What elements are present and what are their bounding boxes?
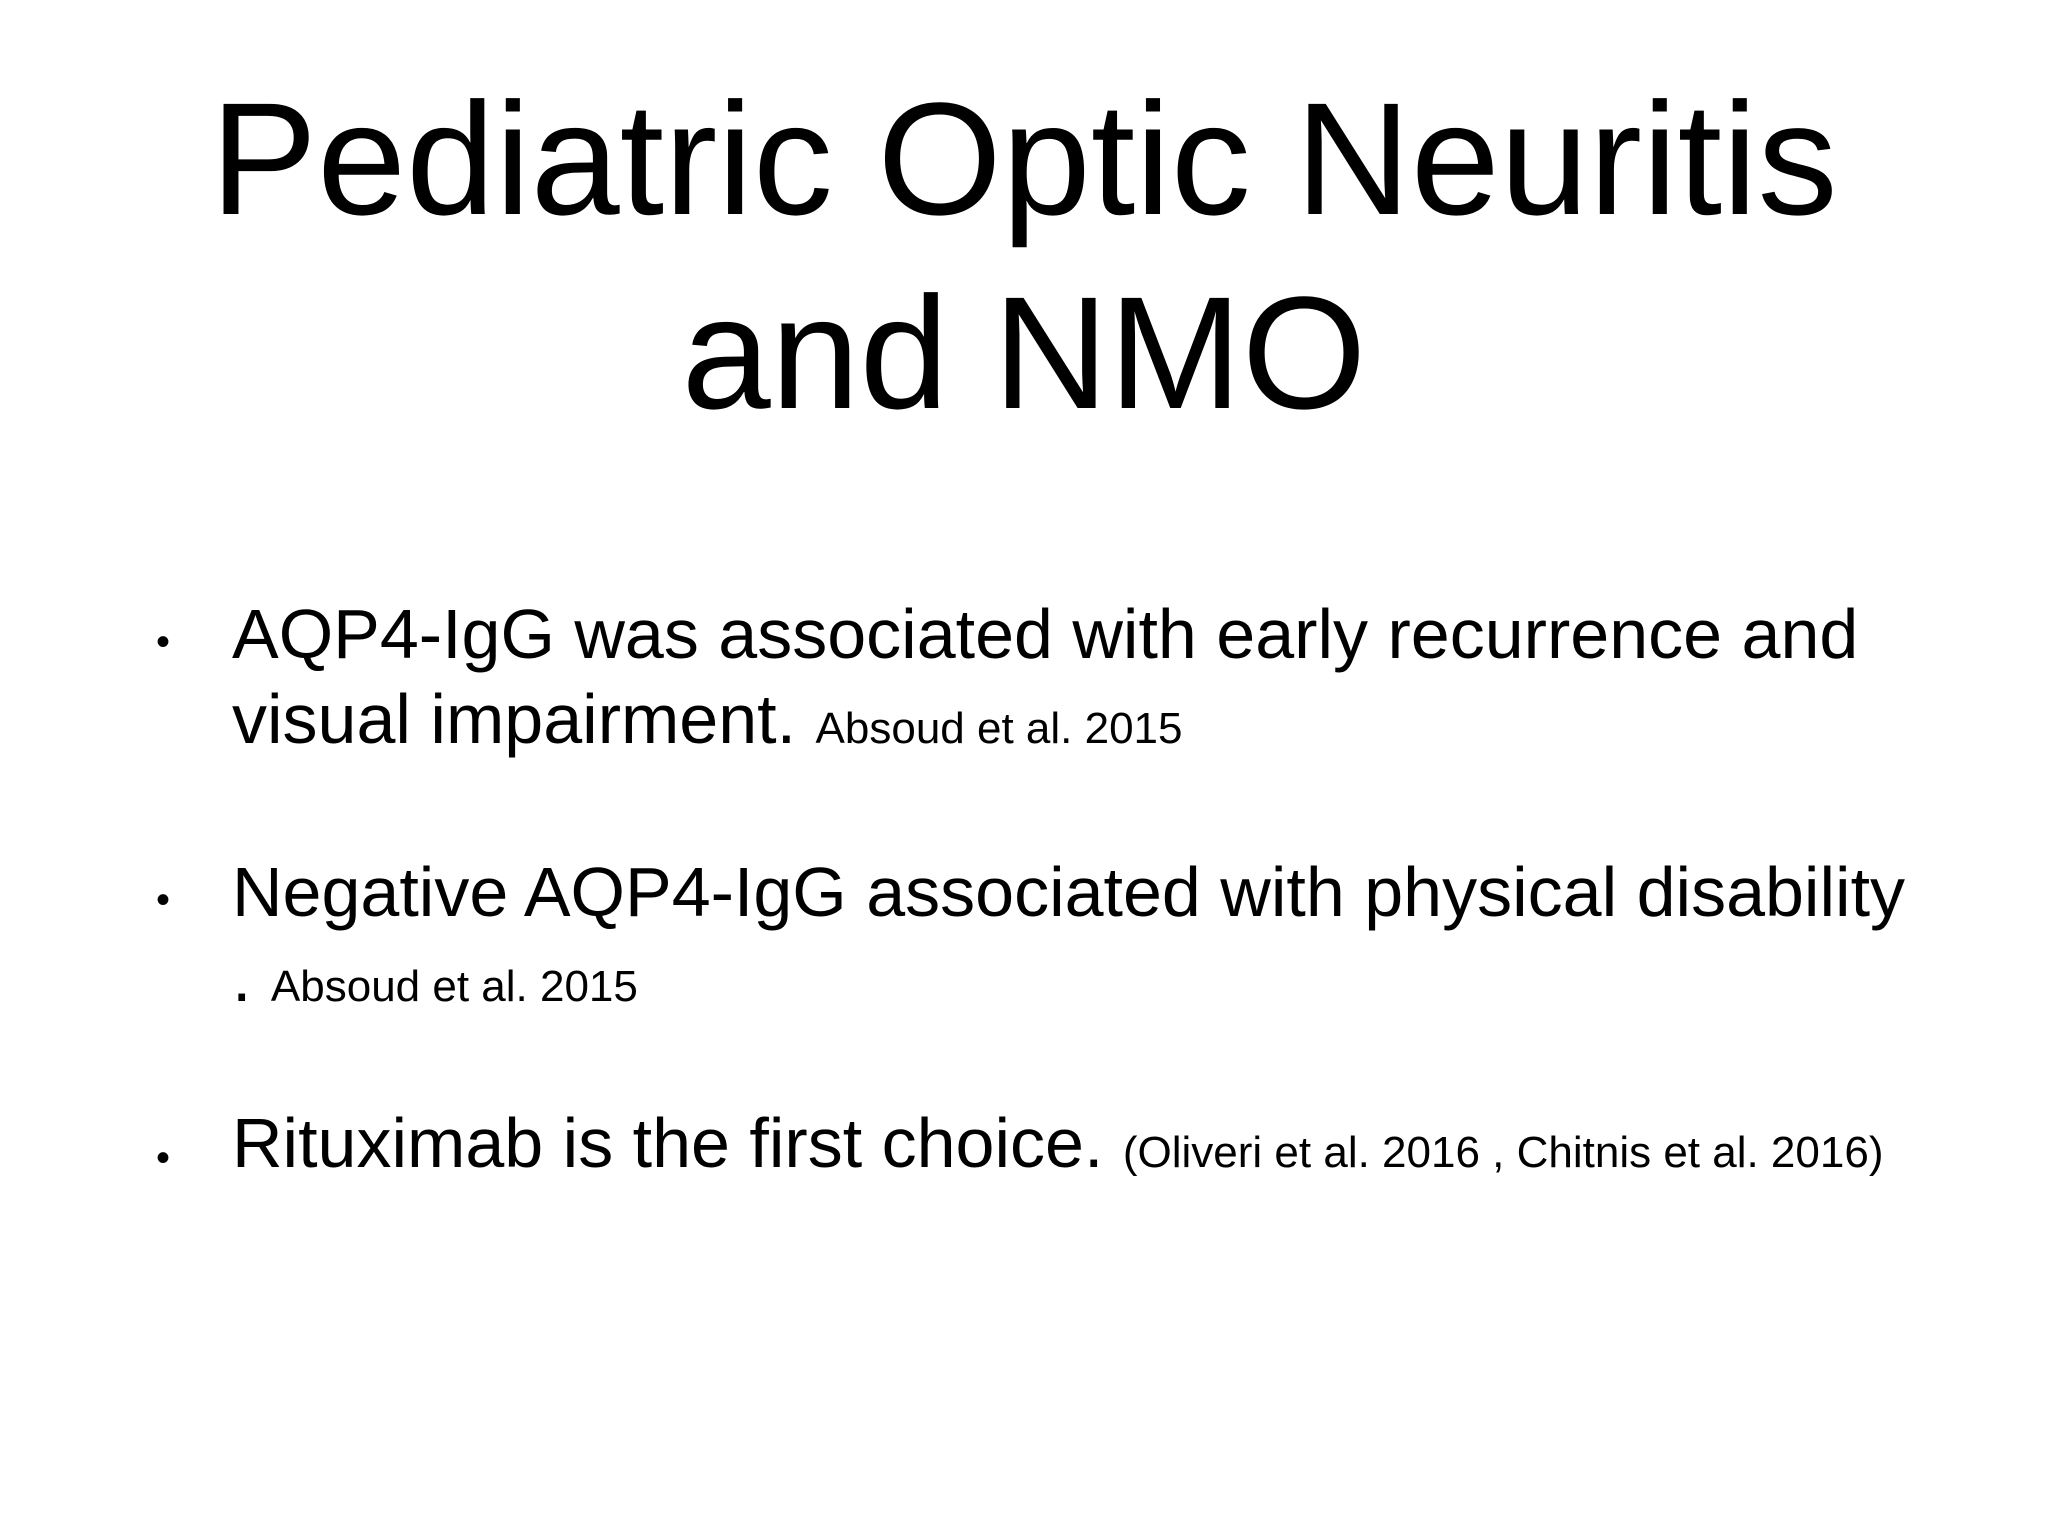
slide-title-line-1: Pediatric Optic Neuritis [210, 69, 1838, 248]
bullet-main-text: AQP4-IgG was associated with early recurrence and visual impairment. [232, 595, 1859, 758]
bullet-citation: Absoud et al. 2015 [270, 962, 638, 1011]
bullet-main-text: Negative AQP4-IgG associated with physical disability . [232, 853, 1906, 1016]
bullet-citation: Absoud et al. 2015 [815, 704, 1183, 753]
bullet-citation: (Oliveri et al. 2016 , Chitnis et al. 2016) [1122, 1128, 1884, 1177]
bullet-text [232, 850, 1912, 1029]
bullet-dot-icon: • [156, 878, 171, 922]
bullet-dot-icon: • [156, 620, 171, 664]
bullet-dot-icon: • [156, 1136, 171, 1180]
bullet-main-text: Rituximab is the first choice. [232, 1104, 1104, 1182]
bullet-text [232, 1104, 1912, 1188]
bullet-text [232, 592, 1912, 771]
slide-title-line-2: and NMO [681, 263, 1367, 442]
